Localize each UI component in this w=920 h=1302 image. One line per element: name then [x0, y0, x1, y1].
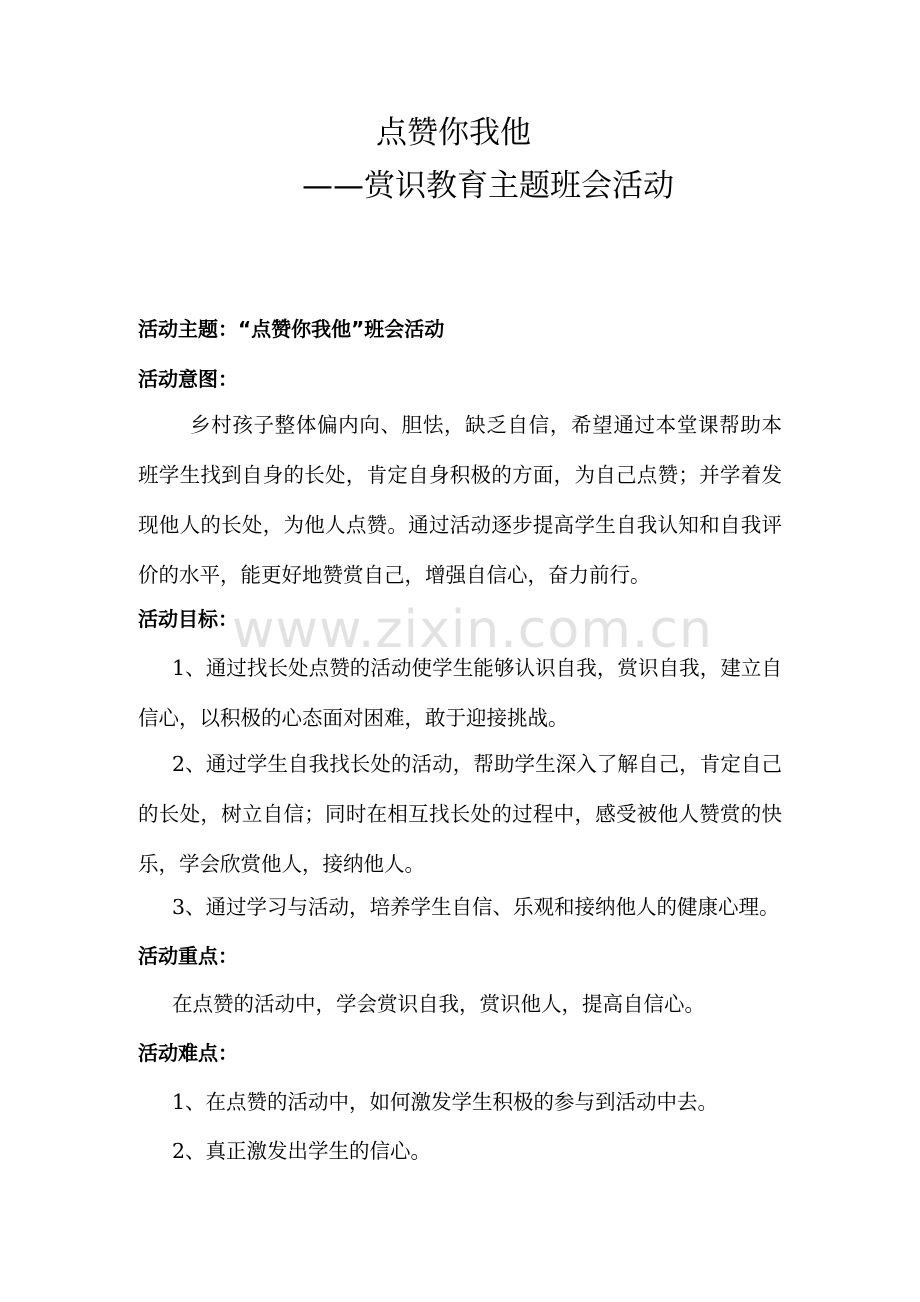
difficulty-heading: 活动难点： [138, 1041, 238, 1065]
theme-label: 活动主题： [138, 317, 238, 341]
document-title: 点赞你我他 [376, 115, 531, 151]
goal-item-1: 1、通过找长处点赞的活动使学生能够认识自我，赏识自我，建立自信心，以积极的心态面对困难，敢于迎接挑战。 [138, 656, 782, 730]
intent-heading: 活动意图： [138, 367, 238, 391]
theme-value: “点赞你我他”班会活动 [238, 317, 445, 341]
intent-paragraph: 乡村孩子整体偏内向、胆怯，缺乏自信，希望通过本堂课帮助本班学生找到自身的长处，肯定自身积极的方面，为自己点赞；并学着发现他人的长处，为他人点赞。通过活动逐步提高学生自我认知和自我评价的水平，能更好地赞赏自己，增强自信心，奋力前行。 [138, 413, 782, 587]
watermark: www.zixin.com.cn [232, 600, 713, 660]
difficulty-item-2: 2、真正激发出学生的信心。 [172, 1139, 432, 1163]
goal-item-3: 3、通过学习与活动，培养学生自信、乐观和接纳他人的健康心理。 [172, 895, 780, 919]
goals-heading: 活动目标： [138, 607, 238, 631]
focus-heading: 活动重点： [138, 944, 238, 968]
difficulty-item-1: 1、在点赞的活动中，如何激发学生积极的参与到活动中去。 [172, 1090, 719, 1114]
goal-item-2: 2、通过学生自我找长处的活动，帮助学生深入了解自己，肯定自己的长处，树立自信；同时在相互找长处的过程中，感受被他人赞赏的快乐，学会欣赏他人，接纳他人。 [138, 752, 782, 876]
theme-line [138, 314, 444, 344]
document-subtitle: ——赏识教育主题班会活动 [302, 168, 674, 204]
focus-text: 在点赞的活动中，学会赏识自我，赏识他人，提高自信心。 [172, 992, 705, 1016]
